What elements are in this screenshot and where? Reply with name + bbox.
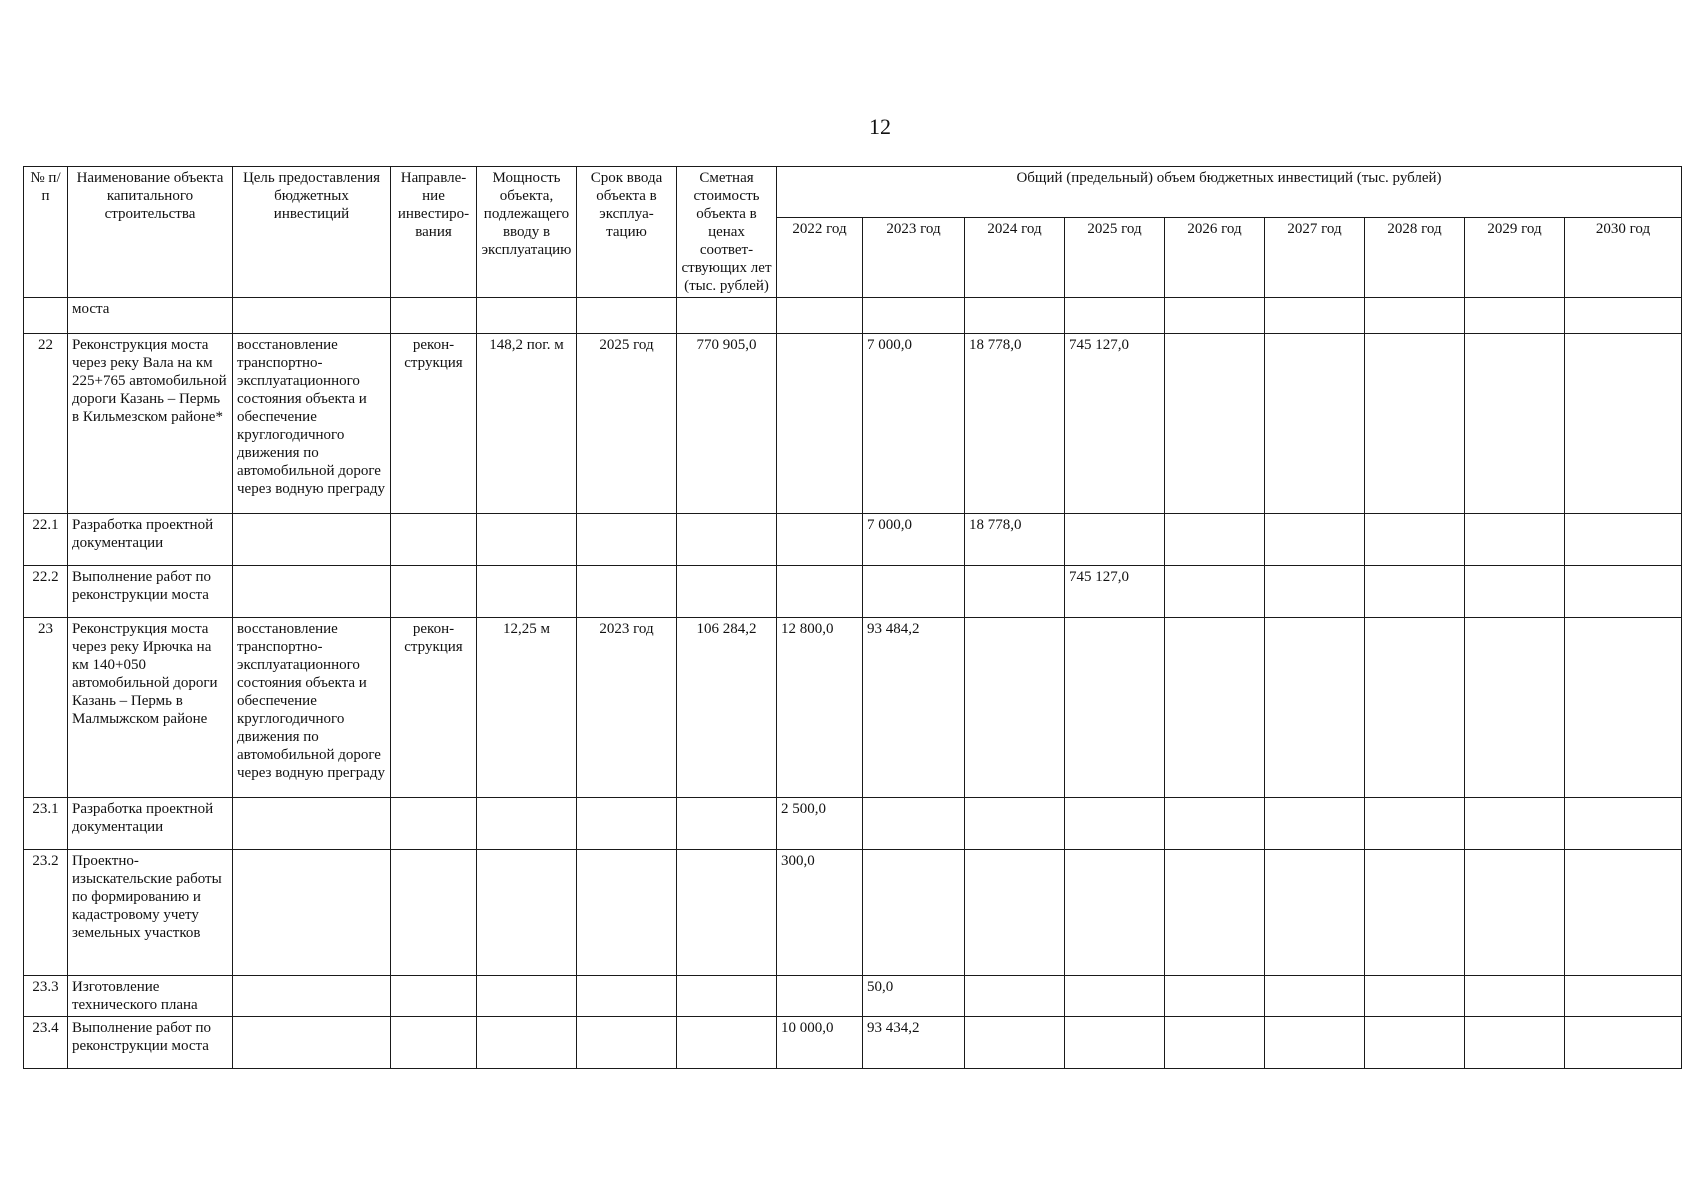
object-name-cell: Выполнение работ по реконструкции моста <box>68 566 233 618</box>
page-number: 12 <box>869 114 891 139</box>
year-amount-cell <box>1465 566 1565 618</box>
year-amount-cell <box>1265 618 1365 798</box>
year-amount-cell: 300,0 <box>777 850 863 976</box>
investment-goal-cell: восстановление транспортно-эксплуатационного состояния объекта и обеспечение круглогодичного движения по автомобильной дороге через водную преграду <box>233 618 391 798</box>
year-amount-cell <box>1165 334 1265 514</box>
year-amount-cell <box>1365 850 1465 976</box>
object-capacity-cell <box>477 798 577 850</box>
header-capacity: Мощность объекта, подлежащего вводу в эксплуатацию <box>477 167 577 298</box>
estimated-cost-cell: 106 284,2 <box>677 618 777 798</box>
year-amount-cell <box>1265 334 1365 514</box>
year-amount-cell <box>1365 514 1465 566</box>
year-amount-cell <box>1565 1017 1682 1069</box>
year-amount-cell <box>1265 976 1365 1017</box>
year-amount-cell <box>1465 298 1565 334</box>
year-amount-cell <box>777 566 863 618</box>
investment-goal-cell: восстановление транспортно-эксплуатационного состояния объекта и обеспечение круглогодичного движения по автомобильной дороге через водную преграду <box>233 334 391 514</box>
year-amount-cell <box>1265 514 1365 566</box>
object-capacity-cell <box>477 298 577 334</box>
investment-goal-cell <box>233 976 391 1017</box>
year-amount-cell: 7 000,0 <box>863 334 965 514</box>
header-year: 2028 год <box>1365 218 1465 298</box>
commissioning-term-cell <box>577 798 677 850</box>
investment-direction-cell: рекон-струкция <box>391 334 477 514</box>
commissioning-term-cell <box>577 976 677 1017</box>
year-amount-cell <box>1565 298 1682 334</box>
object-capacity-cell <box>477 850 577 976</box>
year-amount-cell <box>1065 514 1165 566</box>
table-header <box>24 167 1682 298</box>
header-year: 2029 год <box>1465 218 1565 298</box>
object-capacity-cell <box>477 566 577 618</box>
year-amount-cell <box>1565 566 1682 618</box>
year-amount-cell <box>1065 298 1165 334</box>
year-amount-cell <box>1065 976 1165 1017</box>
investment-direction-cell: рекон-струкция <box>391 618 477 798</box>
header-goal: Цель предоставления бюджетных инвестиций <box>233 167 391 298</box>
investment-direction-cell <box>391 798 477 850</box>
year-amount-cell: 745 127,0 <box>1065 334 1165 514</box>
year-amount-cell <box>1065 850 1165 976</box>
object-name-cell: Разработка проектной документации <box>68 798 233 850</box>
table-row <box>24 1017 1682 1069</box>
year-amount-cell: 93 434,2 <box>863 1017 965 1069</box>
year-amount-cell <box>965 798 1065 850</box>
year-amount-cell <box>1565 334 1682 514</box>
investment-goal-cell <box>233 566 391 618</box>
year-amount-cell <box>777 298 863 334</box>
year-amount-cell <box>1265 298 1365 334</box>
year-amount-cell <box>1465 1017 1565 1069</box>
object-name-cell: Проектно-изыскательские работы по формированию и кадастровому учету земельных участков <box>68 850 233 976</box>
header-total: Общий (предельный) объем бюджетных инвестиций (тыс. рублей) <box>777 167 1682 218</box>
header-year: 2023 год <box>863 218 965 298</box>
header-term: Срок ввода объекта в эксплуа-тацию <box>577 167 677 298</box>
commissioning-term-cell <box>577 566 677 618</box>
header-direction: Направле-ние инвестиро-вания <box>391 167 477 298</box>
year-amount-cell: 745 127,0 <box>1065 566 1165 618</box>
year-amount-cell <box>965 976 1065 1017</box>
year-amount-cell <box>1065 1017 1165 1069</box>
header-year: 2030 год <box>1565 218 1682 298</box>
object-capacity-cell: 12,25 м <box>477 618 577 798</box>
header-name: Наименование объекта капитального строительства <box>68 167 233 298</box>
row-number-cell: 23.4 <box>24 1017 68 1069</box>
investment-direction-cell <box>391 976 477 1017</box>
estimated-cost-cell <box>677 514 777 566</box>
table-row <box>24 334 1682 514</box>
year-amount-cell <box>1565 976 1682 1017</box>
object-capacity-cell <box>477 1017 577 1069</box>
year-amount-cell <box>1265 566 1365 618</box>
object-name-cell: Изготовление технического плана <box>68 976 233 1017</box>
row-number-cell: 22.1 <box>24 514 68 566</box>
header-cost: Сметная стоимость объекта в ценах соответ-ствующих лет (тыс. рублей) <box>677 167 777 298</box>
investment-goal-cell <box>233 850 391 976</box>
year-amount-cell <box>1265 1017 1365 1069</box>
commissioning-term-cell: 2023 год <box>577 618 677 798</box>
year-amount-cell <box>863 798 965 850</box>
year-amount-cell: 18 778,0 <box>965 334 1065 514</box>
header-year: 2026 год <box>1165 218 1265 298</box>
year-amount-cell <box>1265 798 1365 850</box>
year-amount-cell <box>1165 850 1265 976</box>
year-amount-cell <box>863 566 965 618</box>
object-name-cell: Разработка проектной документации <box>68 514 233 566</box>
year-amount-cell <box>1365 618 1465 798</box>
investment-direction-cell <box>391 298 477 334</box>
year-amount-cell <box>777 976 863 1017</box>
table-body <box>24 298 1682 1069</box>
year-amount-cell <box>965 1017 1065 1069</box>
row-number-cell: 23.2 <box>24 850 68 976</box>
estimated-cost-cell <box>677 1017 777 1069</box>
year-amount-cell <box>777 514 863 566</box>
year-amount-cell <box>863 850 965 976</box>
investment-direction-cell <box>391 850 477 976</box>
year-amount-cell <box>1565 798 1682 850</box>
year-amount-cell <box>1365 1017 1465 1069</box>
header-year: 2022 год <box>777 218 863 298</box>
commissioning-term-cell: 2025 год <box>577 334 677 514</box>
row-number-cell: 22 <box>24 334 68 514</box>
row-number-cell: 23 <box>24 618 68 798</box>
table-row <box>24 976 1682 1017</box>
estimated-cost-cell <box>677 566 777 618</box>
year-amount-cell <box>1565 514 1682 566</box>
year-amount-cell <box>1165 1017 1265 1069</box>
table-row <box>24 850 1682 976</box>
year-amount-cell <box>1565 618 1682 798</box>
row-number-cell <box>24 298 68 334</box>
estimated-cost-cell <box>677 798 777 850</box>
year-amount-cell <box>965 850 1065 976</box>
year-amount-cell <box>1165 298 1265 334</box>
year-amount-cell <box>777 334 863 514</box>
object-name-cell: моста <box>68 298 233 334</box>
estimated-cost-cell <box>677 850 777 976</box>
year-amount-cell <box>1165 798 1265 850</box>
year-amount-cell: 2 500,0 <box>777 798 863 850</box>
year-amount-cell: 93 484,2 <box>863 618 965 798</box>
object-capacity-cell <box>477 514 577 566</box>
table-row <box>24 514 1682 566</box>
year-amount-cell <box>1165 976 1265 1017</box>
header-year: 2024 год <box>965 218 1065 298</box>
year-amount-cell <box>1165 514 1265 566</box>
table-row <box>24 298 1682 334</box>
investment-direction-cell <box>391 1017 477 1069</box>
object-capacity-cell <box>477 976 577 1017</box>
table-row <box>24 798 1682 850</box>
investment-goal-cell <box>233 514 391 566</box>
object-capacity-cell: 148,2 пог. м <box>477 334 577 514</box>
year-amount-cell <box>1465 514 1565 566</box>
year-amount-cell <box>965 618 1065 798</box>
year-amount-cell <box>1465 798 1565 850</box>
object-name-cell: Реконструкция моста через реку Вала на км 225+765 автомобильной дороги Казань – Пермь в Кильмезском районе* <box>68 334 233 514</box>
year-amount-cell <box>1365 566 1465 618</box>
year-amount-cell: 50,0 <box>863 976 965 1017</box>
year-amount-cell <box>1465 850 1565 976</box>
header-num: № п/п <box>24 167 68 298</box>
row-number-cell: 22.2 <box>24 566 68 618</box>
year-amount-cell: 7 000,0 <box>863 514 965 566</box>
year-amount-cell <box>1365 976 1465 1017</box>
row-number-cell: 23.1 <box>24 798 68 850</box>
estimated-cost-cell <box>677 976 777 1017</box>
year-amount-cell <box>1465 334 1565 514</box>
year-amount-cell <box>1165 618 1265 798</box>
estimated-cost-cell: 770 905,0 <box>677 334 777 514</box>
table-row <box>24 618 1682 798</box>
header-year: 2025 год <box>1065 218 1165 298</box>
year-amount-cell <box>1065 618 1165 798</box>
commissioning-term-cell <box>577 850 677 976</box>
year-amount-cell <box>1065 798 1165 850</box>
estimated-cost-cell <box>677 298 777 334</box>
year-amount-cell <box>965 298 1065 334</box>
header-year: 2027 год <box>1265 218 1365 298</box>
year-amount-cell <box>1465 976 1565 1017</box>
year-amount-cell <box>1365 798 1465 850</box>
investment-table <box>23 166 1682 1069</box>
investment-direction-cell <box>391 566 477 618</box>
year-amount-cell <box>1165 566 1265 618</box>
year-amount-cell: 18 778,0 <box>965 514 1065 566</box>
investment-goal-cell <box>233 1017 391 1069</box>
year-amount-cell <box>1365 298 1465 334</box>
commissioning-term-cell <box>577 514 677 566</box>
year-amount-cell <box>1265 850 1365 976</box>
year-amount-cell <box>1365 334 1465 514</box>
investment-goal-cell <box>233 298 391 334</box>
year-amount-cell: 10 000,0 <box>777 1017 863 1069</box>
investment-direction-cell <box>391 514 477 566</box>
row-number-cell: 23.3 <box>24 976 68 1017</box>
year-amount-cell <box>965 566 1065 618</box>
year-amount-cell <box>1465 618 1565 798</box>
commissioning-term-cell <box>577 1017 677 1069</box>
year-amount-cell <box>863 298 965 334</box>
year-amount-cell: 12 800,0 <box>777 618 863 798</box>
object-name-cell: Выполнение работ по реконструкции моста <box>68 1017 233 1069</box>
table-row <box>24 566 1682 618</box>
commissioning-term-cell <box>577 298 677 334</box>
object-name-cell: Реконструкция моста через реку Ирючка на км 140+050 автомобильной дороги Казань – Пермь в Малмыжском районе <box>68 618 233 798</box>
investment-goal-cell <box>233 798 391 850</box>
year-amount-cell <box>1565 850 1682 976</box>
